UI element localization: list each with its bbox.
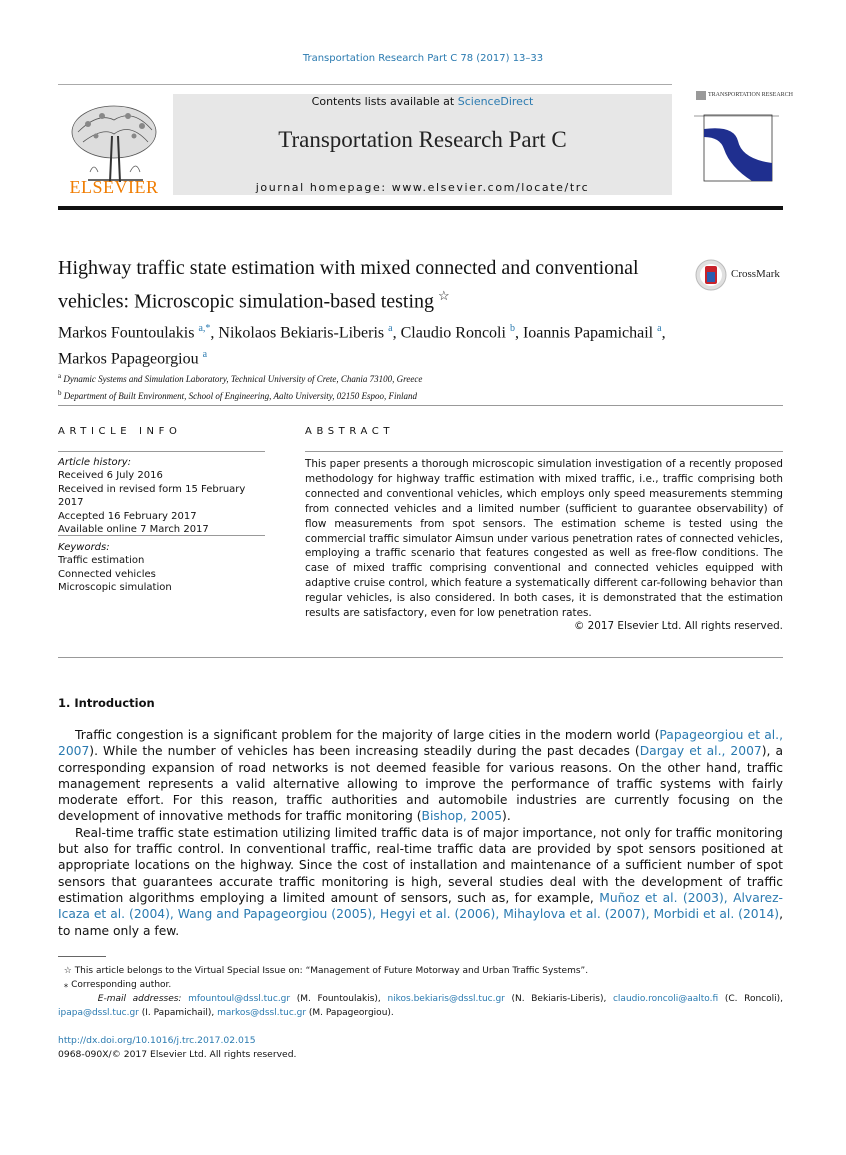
sciencedirect-link[interactable]: ScienceDirect xyxy=(457,95,534,108)
doi-link[interactable]: http://dx.doi.org/10.1016/j.trc.2017.02.015 xyxy=(58,1035,256,1046)
header-rule xyxy=(58,84,672,85)
header-thick-rule xyxy=(58,206,783,210)
author-separator: , xyxy=(514,324,523,342)
author-separator: , xyxy=(392,324,401,342)
author-separator: , xyxy=(210,324,219,342)
section-divider xyxy=(58,405,783,406)
author-affiliation-mark[interactable]: a xyxy=(388,323,393,334)
citation-link[interactable]: Bishop, 2005 xyxy=(421,809,503,824)
body-text: Real-time traffic state estimation utilizing limited traffic data is of major importance, not only for traffic monitoring but also for traffic control. In conventional traffic, real-time traffic data are provided by spot sensors positioned at appropriate locations on the highway. Since the cost of installation and maintenance of a sufficient number of spot sensors that guarantees accurate traffic monitoring is high, several studies deal with the development of traffic estimation algorithms employing a limited amount of sensors, such as, for example, xyxy=(58,825,783,905)
author-affiliation-mark[interactable]: a xyxy=(202,349,208,361)
footnotes xyxy=(58,964,783,1020)
author-list xyxy=(58,318,788,371)
paragraph xyxy=(58,727,783,825)
author-affiliation-mark[interactable]: a xyxy=(657,323,662,334)
keyword-item: Connected vehicles xyxy=(58,568,156,580)
abstract-heading: ABSTRACT xyxy=(305,426,395,437)
affiliation-mark: b xyxy=(58,389,62,397)
author-name: Markos Papageorgiou xyxy=(58,350,203,368)
history-item: Received in revised form 15 February 2017 xyxy=(58,483,246,509)
paper-title xyxy=(58,255,688,316)
journal-title: Transportation Research Part C xyxy=(278,127,567,152)
abstract-text: This paper presents a thorough microscopic simulation investigation of a recently proposed methodology for highway traffic estimation with mixed traffic, i.e., traffic comprising both connected and conventional vehicles, which employs only speed measurements stemming from connected vehicles and a limited number (sufficient to guarantee observability) of flow measurements from spot sensors. The estimation scheme is tested using the commercial traffic simulator Aimsun under various penetration rates of connected vehicles, employing a traffic scenario that features congested as well as free-flow conditions. The case of mixed traffic comprising conventional and connected vehicles equipped with adaptive cruise control, which feature a systematically different car-following behavior than regular vehicles, is also considered. In both cases, it is demonstrated that the estimation results are satisfactory, even for low penetration rates. xyxy=(305,458,783,620)
footnote-corresponding xyxy=(58,978,783,992)
keywords-rule xyxy=(58,535,265,536)
title-footnote-mark[interactable]: ☆ xyxy=(438,288,450,303)
author-affiliation-mark[interactable]: b xyxy=(509,323,515,334)
keyword-item: Microscopic simulation xyxy=(58,582,172,594)
author-name: Nikolaos Bekiaris-Liberis xyxy=(218,324,389,342)
email-link[interactable]: markos@dssl.tuc.gr xyxy=(217,1008,307,1018)
footnote-emails xyxy=(58,992,783,1020)
issn-line: 0968-090X/© 2017 Elsevier Ltd. All rights reserved. xyxy=(58,1049,297,1060)
affiliation-a xyxy=(58,369,783,386)
star-mark: ☆ xyxy=(63,966,72,976)
asterisk-mark: ⁎ xyxy=(63,980,69,990)
footnote-rule xyxy=(58,956,106,957)
history-label: Article history: xyxy=(58,457,132,468)
journal-homepage[interactable]: journal homepage: www.elsevier.com/locate/trc xyxy=(255,181,590,194)
email-owner: (N. Bekiaris-Liberis), xyxy=(504,994,613,1004)
body-text: ). xyxy=(502,809,511,824)
introduction-body xyxy=(58,727,783,939)
keyword-item: Traffic estimation xyxy=(58,555,145,567)
cover-title: TRANSPORTATION RESEARCH xyxy=(708,92,794,98)
citation-link[interactable]: Dargay et al., 2007 xyxy=(639,744,762,759)
paragraph xyxy=(58,825,783,939)
crossmark-icon xyxy=(694,258,728,292)
history-item: Received 6 July 2016 xyxy=(58,470,163,482)
email-owner: (M. Papageorgiou). xyxy=(306,1008,394,1018)
abstract-rule xyxy=(305,451,783,452)
email-owner: (M. Fountoulakis), xyxy=(290,994,388,1004)
email-owner: (I. Papamichail), xyxy=(138,1008,218,1018)
crossmark-label: CrossMark xyxy=(731,268,780,280)
email-owner: (C. Roncoli), xyxy=(718,994,783,1004)
affiliation-text: Department of Built Environment, School of Engineering, Aalto University, 02150 Espoo, Finland xyxy=(63,391,417,401)
email-label: E-mail addresses: xyxy=(58,994,189,1004)
email-link[interactable]: nikos.bekiaris@dssl.tuc.gr xyxy=(387,994,505,1004)
footnote-star xyxy=(58,964,783,978)
section-divider xyxy=(58,657,783,658)
body-text: Traffic congestion is a significant problem for the majority of large cities in the modern world ( xyxy=(75,728,660,742)
keywords-label: Keywords: xyxy=(58,542,110,553)
contents-line xyxy=(173,95,672,108)
keywords xyxy=(58,541,268,595)
history-item: Available online 7 March 2017 xyxy=(58,524,209,536)
article-info-rule xyxy=(58,451,265,452)
author-separator: , xyxy=(661,324,666,342)
footnote-text: This article belongs to the Virtual Special Issue on: “Management of Future Motorway and Urban Traffic Systems”. xyxy=(74,966,589,976)
author-name: Claudio Roncoli xyxy=(400,324,510,342)
journal-citation[interactable]: Transportation Research Part C 78 (2017) 13–33 xyxy=(302,53,544,64)
body-text: ), a corresponding expansion of road networks is not deemed feasible for various reasons. On the other hand, traffic management represents a valid alternative allowing to improve the performance of traffic systems with fairly moderate effort. For this reason, traffic authorities and automobile industries are currently focusing on the development of innovative methods for traffic monitoring ( xyxy=(58,744,783,824)
author-name: Markos Fountoulakis xyxy=(58,324,199,342)
contents-prefix: Contents lists available at xyxy=(311,95,458,108)
affiliation-mark: a xyxy=(58,372,62,380)
body-text: , to name only a few. xyxy=(58,907,783,938)
journal-cover-thumbnail xyxy=(694,89,794,184)
author-name: Ioannis Papamichail xyxy=(522,324,658,342)
citation-link[interactable]: Papageorgiou et al., 2007 xyxy=(58,728,783,759)
email-link[interactable]: ipapa@dssl.tuc.gr xyxy=(58,1008,139,1018)
affiliation-text: Dynamic Systems and Simulation Laboratory, Technical University of Crete, Chania 73100, Greece xyxy=(63,374,423,384)
article-history xyxy=(58,456,268,536)
email-link[interactable]: claudio.roncoli@aalto.fi xyxy=(612,994,719,1004)
history-item: Accepted 16 February 2017 xyxy=(58,510,197,522)
citation-link[interactable]: Muñoz et al. (2003), Alvarez-Icaza et al. (2004), Wang and Papageorgiou (2005), Hegyi et al. (2006), Mihaylova et al. (2007), Morbidi et al. (2014) xyxy=(58,890,783,922)
elsevier-wordmark: ELSEVIER xyxy=(69,177,159,197)
body-text: ). While the number of vehicles has been increasing steadily during the past decades ( xyxy=(89,744,640,759)
article-info-heading: ARTICLE INFO xyxy=(58,426,182,437)
email-link[interactable]: mfountoul@dssl.tuc.gr xyxy=(188,994,291,1004)
footnote-text: Corresponding author. xyxy=(71,980,172,990)
affiliations xyxy=(58,369,783,403)
crossmark-badge[interactable] xyxy=(694,258,784,292)
abstract-copyright: © 2017 Elsevier Ltd. All rights reserved. xyxy=(573,620,783,632)
paper-title-text: Highway traffic state estimation with mixed connected and conventional vehicles: Microscopic simulation-based testing xyxy=(58,257,639,313)
introduction-heading: 1. Introduction xyxy=(58,696,155,710)
affiliation-b xyxy=(58,386,783,403)
author-affiliation-mark[interactable]: a,* xyxy=(198,323,211,334)
